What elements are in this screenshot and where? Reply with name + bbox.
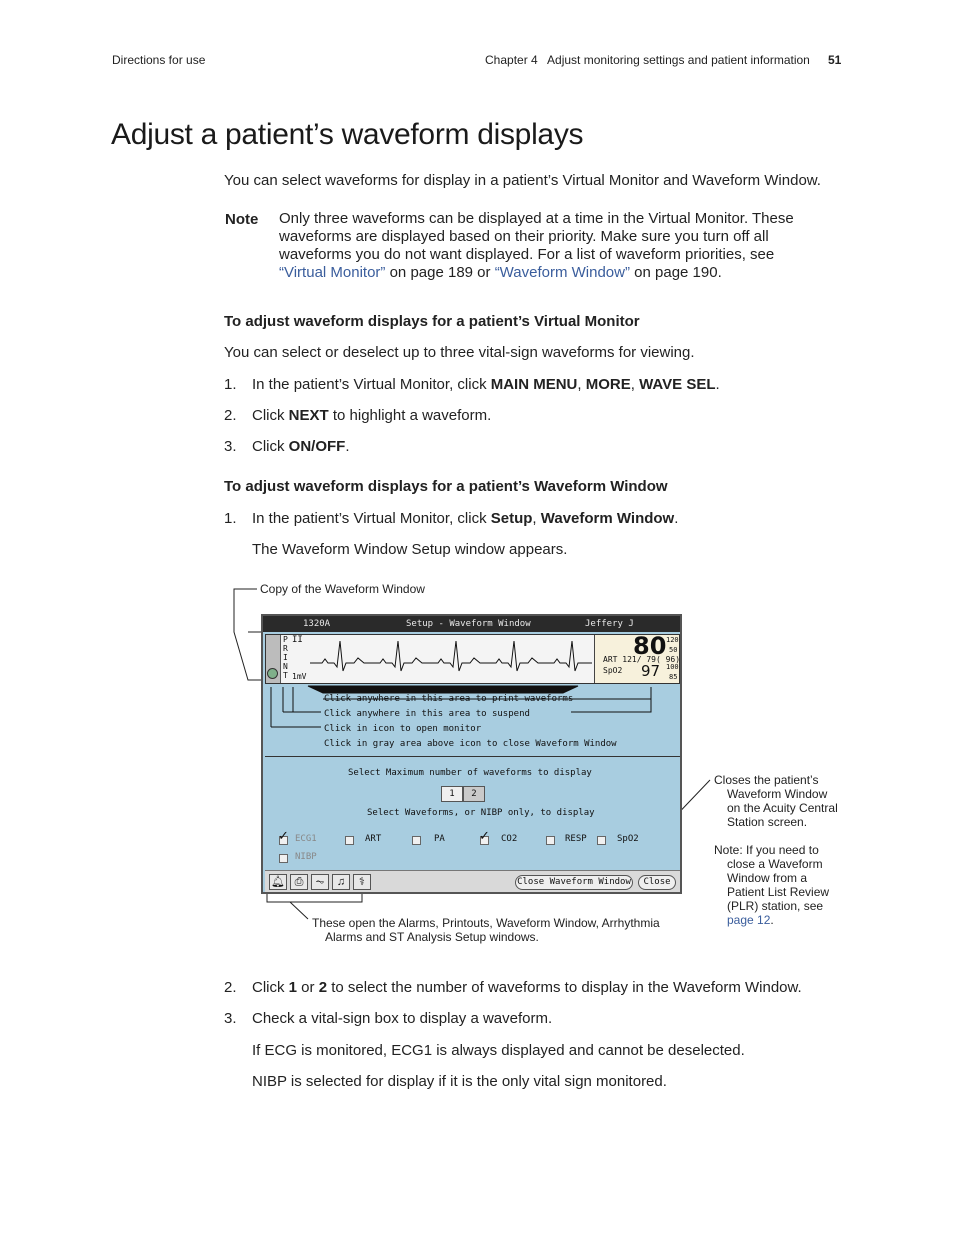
callout-line-bottom [267,893,308,919]
waveform-label: NIBP [295,852,317,862]
hr-low-limit: 50 [669,646,678,654]
step-number: 3. [224,438,237,455]
window-title-bar [263,616,680,632]
arrhythmia-bell-icon[interactable]: ♫ [332,874,350,890]
running-header-left: Directions for use [112,53,206,67]
step-result: The Waveform Window Setup window appears. [252,541,568,558]
select-waveforms-label: Select Waveforms, or NIBP only, to display [367,808,595,818]
waveform-strip[interactable] [265,634,680,684]
bell-icon[interactable]: 🔔︎ [269,874,287,890]
nibp-checkbox[interactable] [279,854,288,863]
callout-line-top [234,589,261,680]
waveform-label: ART [365,834,382,844]
running-header-chapter: Chapter 4 Adjust monitoring settings and patient information [485,53,810,67]
resp-checkbox[interactable] [546,836,555,845]
step-text: Click ON/OFF. [252,438,350,455]
waveform-label: SpO2 [617,834,639,844]
nibp-paragraph: NIBP is selected for display if it is the only vital sign monitored. [252,1073,667,1090]
callout-line-bottom-span [267,893,362,902]
art-checkbox[interactable] [345,836,354,845]
spo2-low-limit: 85 [669,673,678,681]
max-waveforms-label: Select Maximum number of waveforms to display [348,768,592,778]
page-number: 51 [828,53,842,67]
close-button[interactable]: Close [638,875,676,890]
st-analysis-icon[interactable]: ⚕ [353,874,371,890]
art-pressure: ART 121/ 79( 96) [603,655,681,664]
step-text: In the patient’s Virtual Monitor, click MAIN MENU, MORE, WAVE SEL. [252,376,720,393]
step-text: Check a vital-sign box to display a waveform. [252,1010,553,1027]
waveform-label: RESP [565,834,587,844]
section1-intro: You can select or deselect up to three vital-sign waveforms for viewing. [224,344,695,361]
option-2-button[interactable]: 2 [463,786,485,802]
scale-label: 1mV [292,672,307,681]
lead-label: II [292,635,303,645]
spo2-high-limit: 100 [666,663,679,671]
waveform-label: ECG1 [295,834,317,844]
step-text: In the patient’s Virtual Monitor, click Setup, Waveform Window. [252,510,679,527]
bed-label: 1320A [303,619,331,629]
note-text: Only three waveforms can be displayed at a time in the Virtual Monitor. These waveforms are displayed based on their priority. Make sure you turn off all waveforms you do not want displayed. For a list of waveform priorities, see “Virtual Monitor” on page 189 or “Waveform Window” on page 190. [279,210,794,281]
step-number: 1. [224,510,237,527]
section-heading-virtual-monitor: To adjust waveform displays for a patient’s Virtual Monitor [224,313,640,330]
waveform-label: CO2 [501,834,518,844]
printer-icon[interactable]: ⎙ [290,874,308,890]
step-text: Click NEXT to highlight a waveform. [252,407,492,424]
spo2-label: SpO2 [603,666,623,675]
step-number: 3. [224,1010,237,1027]
ecg-waveform [310,635,592,683]
page-title: Adjust a patient’s waveform displays [111,118,584,151]
intro-paragraph: You can select waveforms for display in a patient’s Virtual Monitor and Waveform Window. [224,172,821,189]
link-waveform-window[interactable]: “Waveform Window” [494,264,630,281]
monitor-icon-column[interactable] [266,635,281,683]
vitals-panel [594,632,681,683]
spo2-checkbox[interactable] [597,836,606,845]
ecg-paragraph: If ECG is monitored, ECG1 is always displayed and cannot be deselected. [252,1042,745,1059]
step-text: Click 1 or 2 to select the number of waveforms to display in the Waveform Window. [252,979,802,996]
waveform-label: PA [434,834,445,844]
step-number: 2. [224,407,237,424]
waveform-window-setup [261,614,682,894]
divider [265,756,680,757]
window-toolbar [265,870,680,892]
step-number: 1. [224,376,237,393]
callout-toolbar-icons: These open the Alarms, Printouts, Waveform Window, Arrhythmia Alarms and ST Analysis Setup windows. [312,916,660,944]
close-waveform-window-button[interactable]: Close Waveform Window [515,875,633,890]
callout-close-window: Closes the patient’s Waveform Window on the Acuity Central Station screen. [714,773,838,829]
step-number: 2. [224,979,237,996]
ecg1-checkmark-icon: ✓ [278,828,289,843]
spo2-value: 97 [641,662,661,680]
note-label: Note [225,211,259,228]
heart-rate: 80 [633,632,667,660]
section-heading-waveform-window: To adjust waveform displays for a patient’s Waveform Window [224,478,668,495]
waveform-icon[interactable]: ⏦ [311,874,329,890]
callout-copy-window: Copy of the Waveform Window [260,582,425,596]
print-label[interactable]: P R I N T [283,635,288,680]
co2-checkmark-icon: ✓ [479,828,490,843]
link-page-12[interactable]: page 12 [727,913,771,927]
help-text: Click anywhere in this area to print waveforms Click anywhere in this area to suspend Click in icon to open monitor Click in gray area above icon to close Waveform Window [324,694,617,749]
callout-plr-note: Note: If you need to close a Waveform Window from a Patient List Review (PLR) station, see page 12. [714,843,830,927]
open-monitor-icon[interactable] [267,668,278,679]
patient-name: Jeffery J [585,619,634,629]
window-title: Setup - Waveform Window [406,619,531,629]
hr-high-limit: 120 [666,636,679,644]
link-virtual-monitor[interactable]: “Virtual Monitor” [279,264,386,281]
pa-checkbox[interactable] [412,836,421,845]
option-1-button[interactable]: 1 [441,786,463,802]
